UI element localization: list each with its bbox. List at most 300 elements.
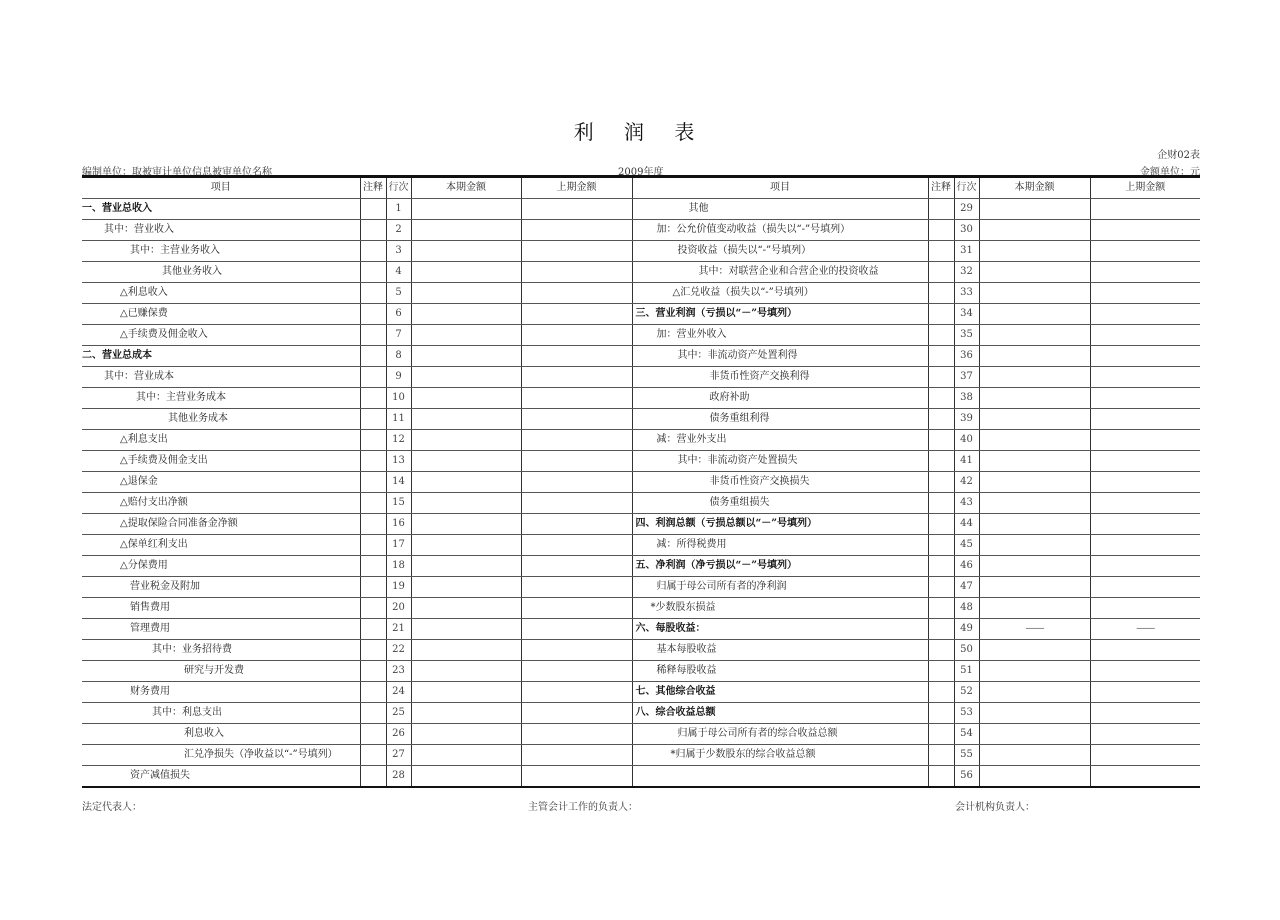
current-amount-cell[interactable] <box>411 745 521 766</box>
table-row <box>82 535 1200 556</box>
item-label: 其中：营业收入 <box>82 220 360 241</box>
note-cell[interactable] <box>360 220 386 241</box>
previous-amount-cell[interactable] <box>521 304 632 325</box>
previous-amount-cell[interactable] <box>1090 514 1200 535</box>
note-cell[interactable] <box>360 283 386 304</box>
previous-amount-cell[interactable] <box>521 199 632 220</box>
previous-amount-cell[interactable] <box>521 556 632 577</box>
item-label: 四、利润总额（亏损总额以“－”号填列） <box>632 514 928 535</box>
col-item-left: 项目 <box>82 177 360 199</box>
current-amount-cell[interactable] <box>411 325 521 346</box>
previous-amount-cell[interactable] <box>521 493 632 514</box>
line-number: 54 <box>954 724 979 745</box>
note-cell[interactable] <box>360 451 386 472</box>
note-cell[interactable] <box>360 556 386 577</box>
previous-amount-cell[interactable] <box>1090 199 1200 220</box>
note-cell[interactable] <box>928 619 954 640</box>
note-cell[interactable] <box>928 724 954 745</box>
note-cell[interactable] <box>360 367 386 388</box>
previous-amount-cell[interactable] <box>1090 766 1200 788</box>
page-title: 利 润 表 <box>573 120 707 144</box>
previous-amount-cell[interactable] <box>521 661 632 682</box>
item-label: 加：营业外收入 <box>632 325 928 346</box>
note-cell[interactable] <box>928 535 954 556</box>
current-amount-cell[interactable] <box>979 451 1090 472</box>
item-label: 营业税金及附加 <box>82 577 360 598</box>
note-cell[interactable] <box>360 682 386 703</box>
item-label: 其中：营业成本 <box>82 367 360 388</box>
current-amount-cell[interactable] <box>979 199 1090 220</box>
current-amount-cell[interactable]: —— <box>979 619 1090 640</box>
item-label: 管理费用 <box>82 619 360 640</box>
note-cell[interactable] <box>360 409 386 430</box>
item-label: 其他业务成本 <box>82 409 360 430</box>
item-label: △利息收入 <box>82 283 360 304</box>
note-cell[interactable] <box>928 241 954 262</box>
line-number: 7 <box>386 325 411 346</box>
table-row <box>82 367 1200 388</box>
previous-amount-cell[interactable] <box>521 388 632 409</box>
reporting-entity: 编制单位：取被审计单位信息被审单位名称 <box>82 167 272 178</box>
line-number: 52 <box>954 682 979 703</box>
line-number: 24 <box>386 682 411 703</box>
table-row <box>82 283 1200 304</box>
current-amount-cell[interactable] <box>411 682 521 703</box>
line-number: 39 <box>954 409 979 430</box>
note-cell[interactable] <box>360 514 386 535</box>
item-label: 基本每股收益 <box>632 640 928 661</box>
line-number: 51 <box>954 661 979 682</box>
previous-amount-cell[interactable] <box>521 514 632 535</box>
line-number: 50 <box>954 640 979 661</box>
line-number: 8 <box>386 346 411 367</box>
table-row <box>82 703 1200 724</box>
current-amount-cell[interactable] <box>411 388 521 409</box>
previous-amount-cell[interactable] <box>521 724 632 745</box>
accounting-head-label: 主管会计工作的负责人： <box>528 802 638 813</box>
current-amount-cell[interactable] <box>411 535 521 556</box>
current-amount-cell[interactable] <box>979 388 1090 409</box>
item-label: 五、净利润（净亏损以“－”号填列） <box>632 556 928 577</box>
col-note-left: 注释 <box>360 177 386 199</box>
line-number: 12 <box>386 430 411 451</box>
item-label: △手续费及佣金支出 <box>82 451 360 472</box>
item-label: 汇兑净损失（净收益以“-”号填列） <box>82 745 360 766</box>
line-number: 56 <box>954 766 979 788</box>
current-amount-cell[interactable] <box>979 283 1090 304</box>
current-amount-cell[interactable] <box>411 346 521 367</box>
current-amount-cell[interactable] <box>411 724 521 745</box>
current-amount-cell[interactable] <box>979 430 1090 451</box>
current-amount-cell[interactable] <box>979 220 1090 241</box>
table-row <box>82 514 1200 535</box>
table-row <box>82 430 1200 451</box>
current-amount-cell[interactable] <box>979 514 1090 535</box>
item-label: 研究与开发费 <box>82 661 360 682</box>
note-cell[interactable] <box>360 619 386 640</box>
line-number: 28 <box>386 766 411 788</box>
line-number: 47 <box>954 577 979 598</box>
item-label: 减：营业外支出 <box>632 430 928 451</box>
previous-amount-cell[interactable] <box>521 640 632 661</box>
current-amount-cell[interactable] <box>979 556 1090 577</box>
item-label: 资产减值损失 <box>82 766 360 788</box>
current-amount-cell[interactable] <box>979 367 1090 388</box>
statement-rows <box>82 199 1200 788</box>
note-cell[interactable] <box>360 577 386 598</box>
table-row <box>82 199 1200 220</box>
previous-amount-cell[interactable] <box>1090 304 1200 325</box>
line-number: 41 <box>954 451 979 472</box>
line-number: 9 <box>386 367 411 388</box>
note-cell[interactable] <box>360 661 386 682</box>
note-cell[interactable] <box>360 703 386 724</box>
item-label: 其他 <box>632 199 928 220</box>
current-amount-cell[interactable] <box>979 640 1090 661</box>
line-number: 16 <box>386 514 411 535</box>
previous-amount-cell[interactable] <box>521 682 632 703</box>
line-number: 48 <box>954 598 979 619</box>
line-number: 18 <box>386 556 411 577</box>
item-label: 其他业务收入 <box>82 262 360 283</box>
current-amount-cell[interactable] <box>411 430 521 451</box>
line-number: 3 <box>386 241 411 262</box>
current-amount-cell[interactable] <box>411 262 521 283</box>
previous-amount-cell[interactable] <box>1090 577 1200 598</box>
table-row <box>82 241 1200 262</box>
previous-amount-cell[interactable] <box>521 220 632 241</box>
item-label: 六、每股收益： <box>632 619 928 640</box>
line-number: 29 <box>954 199 979 220</box>
note-cell[interactable] <box>360 766 386 788</box>
item-label: 财务费用 <box>82 682 360 703</box>
line-number: 19 <box>386 577 411 598</box>
line-number: 11 <box>386 409 411 430</box>
current-amount-cell[interactable] <box>979 598 1090 619</box>
line-number: 40 <box>954 430 979 451</box>
current-amount-cell[interactable] <box>979 325 1090 346</box>
line-number: 14 <box>386 472 411 493</box>
note-cell[interactable] <box>360 745 386 766</box>
table-row <box>82 682 1200 703</box>
previous-amount-cell[interactable] <box>521 703 632 724</box>
current-amount-cell[interactable] <box>979 241 1090 262</box>
current-amount-cell[interactable] <box>411 367 521 388</box>
previous-amount-cell[interactable] <box>521 766 632 788</box>
note-cell[interactable] <box>928 703 954 724</box>
col-current-left: 本期金额 <box>411 177 521 199</box>
line-number: 45 <box>954 535 979 556</box>
line-number: 2 <box>386 220 411 241</box>
note-cell[interactable] <box>360 430 386 451</box>
line-number: 32 <box>954 262 979 283</box>
table-row <box>82 262 1200 283</box>
current-amount-cell[interactable] <box>979 682 1090 703</box>
current-amount-cell[interactable] <box>411 304 521 325</box>
previous-amount-cell[interactable] <box>1090 493 1200 514</box>
previous-amount-cell[interactable] <box>521 367 632 388</box>
current-amount-cell[interactable] <box>411 451 521 472</box>
note-cell[interactable] <box>928 325 954 346</box>
note-cell[interactable] <box>360 325 386 346</box>
note-cell[interactable] <box>360 304 386 325</box>
previous-amount-cell[interactable] <box>1090 367 1200 388</box>
previous-amount-cell[interactable] <box>521 619 632 640</box>
table-row <box>82 724 1200 745</box>
note-cell[interactable] <box>928 367 954 388</box>
previous-amount-cell[interactable] <box>521 598 632 619</box>
line-number: 17 <box>386 535 411 556</box>
note-cell[interactable] <box>928 745 954 766</box>
previous-amount-cell[interactable] <box>1090 451 1200 472</box>
item-label: 其中：主营业务收入 <box>82 241 360 262</box>
note-cell[interactable] <box>360 388 386 409</box>
current-amount-cell[interactable] <box>979 262 1090 283</box>
item-label: △分保费用 <box>82 556 360 577</box>
item-label: *归属于少数股东的综合收益总额 <box>632 745 928 766</box>
line-number: 55 <box>954 745 979 766</box>
col-note-right: 注释 <box>928 177 954 199</box>
income-statement-table <box>82 175 1200 788</box>
note-cell[interactable] <box>928 472 954 493</box>
previous-amount-cell[interactable] <box>1090 472 1200 493</box>
previous-amount-cell[interactable] <box>521 409 632 430</box>
previous-amount-cell[interactable] <box>1090 703 1200 724</box>
note-cell[interactable] <box>928 577 954 598</box>
current-amount-cell[interactable] <box>979 724 1090 745</box>
item-label: 归属于母公司所有者的综合收益总额 <box>632 724 928 745</box>
previous-amount-cell[interactable] <box>1090 745 1200 766</box>
table-row <box>82 556 1200 577</box>
note-cell[interactable] <box>360 724 386 745</box>
current-amount-cell[interactable] <box>411 577 521 598</box>
item-label: 加：公允价值变动收益（损失以“-”号填列） <box>632 220 928 241</box>
col-item-right: 项目 <box>632 177 928 199</box>
line-number: 37 <box>954 367 979 388</box>
note-cell[interactable] <box>928 514 954 535</box>
previous-amount-cell[interactable] <box>521 262 632 283</box>
item-label: 其中：非流动资产处置损失 <box>632 451 928 472</box>
item-label: 稀释每股收益 <box>632 661 928 682</box>
table-row <box>82 745 1200 766</box>
current-amount-cell[interactable] <box>979 493 1090 514</box>
table-row <box>82 220 1200 241</box>
previous-amount-cell[interactable]: —— <box>1090 619 1200 640</box>
item-label: △退保金 <box>82 472 360 493</box>
col-previous-left: 上期金额 <box>521 177 632 199</box>
item-label: 一、营业总收入 <box>82 199 360 220</box>
current-amount-cell[interactable] <box>411 409 521 430</box>
item-label: 二、营业总成本 <box>82 346 360 367</box>
item-label: 八、综合收益总额 <box>632 703 928 724</box>
table-row <box>82 325 1200 346</box>
line-number: 44 <box>954 514 979 535</box>
note-cell[interactable] <box>928 493 954 514</box>
previous-amount-cell[interactable] <box>521 451 632 472</box>
note-cell[interactable] <box>928 283 954 304</box>
line-number: 4 <box>386 262 411 283</box>
line-number: 33 <box>954 283 979 304</box>
table-row <box>82 577 1200 598</box>
previous-amount-cell[interactable] <box>1090 682 1200 703</box>
line-number: 35 <box>954 325 979 346</box>
item-label: 减：所得税费用 <box>632 535 928 556</box>
previous-amount-cell[interactable] <box>1090 262 1200 283</box>
table-row <box>82 346 1200 367</box>
item-label: 七、其他综合收益 <box>632 682 928 703</box>
item-label: *少数股东损益 <box>632 598 928 619</box>
note-cell[interactable] <box>928 682 954 703</box>
current-amount-cell[interactable] <box>979 535 1090 556</box>
line-number: 38 <box>954 388 979 409</box>
current-amount-cell[interactable] <box>411 619 521 640</box>
note-cell[interactable] <box>360 346 386 367</box>
line-number: 20 <box>386 598 411 619</box>
line-number: 15 <box>386 493 411 514</box>
note-cell[interactable] <box>928 451 954 472</box>
note-cell[interactable] <box>360 472 386 493</box>
note-cell[interactable] <box>928 262 954 283</box>
previous-amount-cell[interactable] <box>1090 241 1200 262</box>
item-label: 销售费用 <box>82 598 360 619</box>
line-number: 46 <box>954 556 979 577</box>
col-line-left: 行次 <box>386 177 411 199</box>
item-label: 债务重组利得 <box>632 409 928 430</box>
line-number: 1 <box>386 199 411 220</box>
previous-amount-cell[interactable] <box>521 325 632 346</box>
line-number: 5 <box>386 283 411 304</box>
current-amount-cell[interactable] <box>979 745 1090 766</box>
previous-amount-cell[interactable] <box>1090 724 1200 745</box>
current-amount-cell[interactable] <box>979 577 1090 598</box>
table-row <box>82 640 1200 661</box>
line-number: 23 <box>386 661 411 682</box>
current-amount-cell[interactable] <box>979 472 1090 493</box>
note-cell[interactable] <box>928 556 954 577</box>
previous-amount-cell[interactable] <box>1090 220 1200 241</box>
item-label: 三、营业利润（亏损以“－”号填列） <box>632 304 928 325</box>
current-amount-cell[interactable] <box>979 304 1090 325</box>
previous-amount-cell[interactable] <box>1090 283 1200 304</box>
note-cell[interactable] <box>928 766 954 788</box>
note-cell[interactable] <box>928 640 954 661</box>
line-number: 30 <box>954 220 979 241</box>
note-cell[interactable] <box>360 241 386 262</box>
note-cell[interactable] <box>928 409 954 430</box>
current-amount-cell[interactable] <box>979 346 1090 367</box>
item-label: 其中：业务招待费 <box>82 640 360 661</box>
item-label: 其中：非流动资产处置利得 <box>632 346 928 367</box>
note-cell[interactable] <box>928 430 954 451</box>
current-amount-cell[interactable] <box>979 703 1090 724</box>
previous-amount-cell[interactable] <box>521 535 632 556</box>
line-number: 27 <box>386 745 411 766</box>
previous-amount-cell[interactable] <box>521 472 632 493</box>
note-cell[interactable] <box>360 598 386 619</box>
current-amount-cell[interactable] <box>411 493 521 514</box>
line-number: 42 <box>954 472 979 493</box>
current-amount-cell[interactable] <box>411 220 521 241</box>
previous-amount-cell[interactable] <box>1090 598 1200 619</box>
item-label: △保单红利支出 <box>82 535 360 556</box>
previous-amount-cell[interactable] <box>521 430 632 451</box>
note-cell[interactable] <box>928 220 954 241</box>
previous-amount-cell[interactable] <box>1090 661 1200 682</box>
previous-amount-cell[interactable] <box>1090 346 1200 367</box>
current-amount-cell[interactable] <box>979 409 1090 430</box>
item-label: △手续费及佣金收入 <box>82 325 360 346</box>
item-label: △利息支出 <box>82 430 360 451</box>
table-row <box>82 598 1200 619</box>
current-amount-cell[interactable] <box>411 199 521 220</box>
item-label: 其中：对联营企业和合营企业的投资收益 <box>632 262 928 283</box>
line-number: 6 <box>386 304 411 325</box>
note-cell[interactable] <box>928 346 954 367</box>
item-label <box>632 766 928 788</box>
current-amount-cell[interactable] <box>411 514 521 535</box>
line-number: 21 <box>386 619 411 640</box>
note-cell[interactable] <box>360 262 386 283</box>
table-row <box>82 472 1200 493</box>
note-cell[interactable] <box>360 640 386 661</box>
previous-amount-cell[interactable] <box>521 241 632 262</box>
line-number: 10 <box>386 388 411 409</box>
item-label: 其中：主营业务成本 <box>82 388 360 409</box>
fiscal-year: 2009年度 <box>618 167 664 178</box>
current-amount-cell[interactable] <box>411 283 521 304</box>
previous-amount-cell[interactable] <box>1090 640 1200 661</box>
header-row <box>82 177 1200 199</box>
note-cell[interactable] <box>928 199 954 220</box>
line-number: 43 <box>954 493 979 514</box>
note-cell[interactable] <box>928 388 954 409</box>
current-amount-cell[interactable] <box>411 472 521 493</box>
previous-amount-cell[interactable] <box>1090 430 1200 451</box>
previous-amount-cell[interactable] <box>1090 388 1200 409</box>
previous-amount-cell[interactable] <box>1090 409 1200 430</box>
current-amount-cell[interactable] <box>411 661 521 682</box>
note-cell[interactable] <box>360 535 386 556</box>
previous-amount-cell[interactable] <box>521 577 632 598</box>
previous-amount-cell[interactable] <box>521 283 632 304</box>
previous-amount-cell[interactable] <box>1090 535 1200 556</box>
previous-amount-cell[interactable] <box>1090 325 1200 346</box>
accounting-org-head-label: 会计机构负责人： <box>955 802 1035 813</box>
previous-amount-cell[interactable] <box>521 346 632 367</box>
note-cell[interactable] <box>928 304 954 325</box>
current-amount-cell[interactable] <box>411 766 521 788</box>
item-label: 非货币性资产交换利得 <box>632 367 928 388</box>
previous-amount-cell[interactable] <box>521 745 632 766</box>
previous-amount-cell[interactable] <box>1090 556 1200 577</box>
current-amount-cell[interactable] <box>979 766 1090 788</box>
current-amount-cell[interactable] <box>979 661 1090 682</box>
table-row <box>82 304 1200 325</box>
current-amount-cell[interactable] <box>411 241 521 262</box>
note-cell[interactable] <box>360 199 386 220</box>
item-label: △提取保险合同准备金净额 <box>82 514 360 535</box>
current-amount-cell[interactable] <box>411 556 521 577</box>
note-cell[interactable] <box>928 598 954 619</box>
item-label: △赔付支出净额 <box>82 493 360 514</box>
col-previous-right: 上期金额 <box>1090 177 1200 199</box>
current-amount-cell[interactable] <box>411 703 521 724</box>
note-cell[interactable] <box>360 493 386 514</box>
item-label: 投资收益（损失以“-”号填列） <box>632 241 928 262</box>
current-amount-cell[interactable] <box>411 640 521 661</box>
note-cell[interactable] <box>928 661 954 682</box>
current-amount-cell[interactable] <box>411 598 521 619</box>
